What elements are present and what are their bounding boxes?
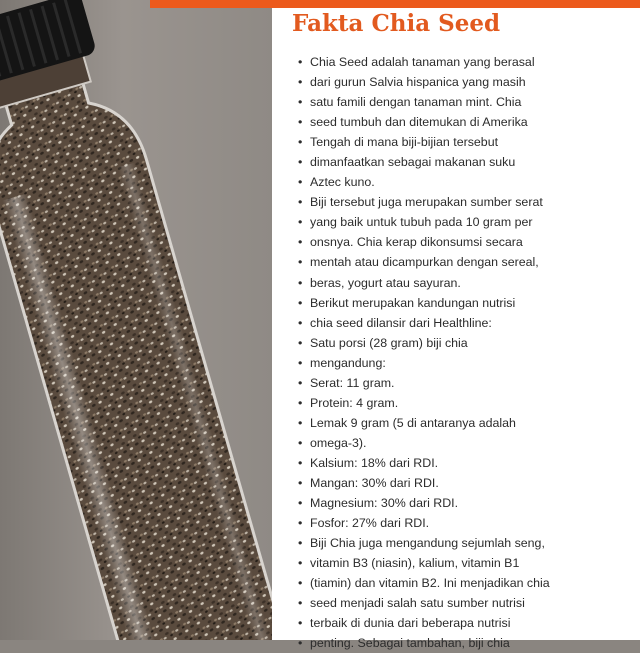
fact-list-item: • Biji tersebut juga merupakan sumber serat — [298, 192, 634, 212]
fact-list-item: • chia seed dilansir dari Healthline: — [298, 313, 634, 333]
fact-list-item: • omega-3). — [298, 433, 634, 453]
page-title: Fakta Chia Seed — [292, 10, 501, 37]
fact-list-item: • Chia Seed adalah tanaman yang berasal — [298, 52, 634, 72]
fact-list-item: • yang baik untuk tubuh pada 10 gram per — [298, 212, 634, 232]
fact-list-item: • seed tumbuh dan ditemukan di Amerika — [298, 112, 634, 132]
fact-list-item: • dari gurun Salvia hispanica yang masih — [298, 72, 634, 92]
fact-list-item: • (tiamin) dan vitamin B2. Ini menjadikan chia — [298, 573, 634, 593]
fact-list-item: • Fosfor: 27% dari RDI. — [298, 513, 634, 533]
fact-list-item: • Aztec kuno. — [298, 172, 634, 192]
fact-list-item: • Satu porsi (28 gram) biji chia — [298, 333, 634, 353]
bottle-illustration — [0, 0, 272, 640]
fact-list-item: • beras, yogurt atau sayuran. — [298, 273, 634, 293]
fact-list-item: • Tengah di mana biji-bijian tersebut — [298, 132, 634, 152]
fact-list-item: • vitamin B3 (niasin), kalium, vitamin B1 — [298, 553, 634, 573]
fact-list-item: • Biji Chia juga mengandung sejumlah seng, — [298, 533, 634, 553]
fact-list — [298, 52, 634, 653]
fact-list-item: • Berikut merupakan kandungan nutrisi — [298, 293, 634, 313]
fact-list-item: • penting. Sebagai tambahan, biji chia — [298, 633, 634, 653]
fact-list-item: • Magnesium: 30% dari RDI. — [298, 493, 634, 513]
fact-list-item: • terbaik di dunia dari beberapa nutrisi — [298, 613, 634, 633]
chia-seed-bottle-photo — [0, 0, 272, 640]
fact-list-item: • mentah atau dicampurkan dengan sereal, — [298, 252, 634, 272]
fact-list-item: • Mangan: 30% dari RDI. — [298, 473, 634, 493]
fact-list-item: • Lemak 9 gram (5 di antaranya adalah — [298, 413, 634, 433]
fact-panel — [272, 8, 640, 651]
fact-list-item: • onsnya. Chia kerap dikonsumsi secara — [298, 232, 634, 252]
fact-list-item: • dimanfaatkan sebagai makanan suku — [298, 152, 634, 172]
accent-top-bar — [150, 0, 640, 8]
fact-list-item: • Serat: 11 gram. — [298, 373, 634, 393]
fact-list-item: • Kalsium: 18% dari RDI. — [298, 453, 634, 473]
fact-list-item: • seed menjadi salah satu sumber nutrisi — [298, 593, 634, 613]
fact-list-item: • mengandung: — [298, 353, 634, 373]
fact-list-item: • Protein: 4 gram. — [298, 393, 634, 413]
fact-list-item: • satu famili dengan tanaman mint. Chia — [298, 92, 634, 112]
